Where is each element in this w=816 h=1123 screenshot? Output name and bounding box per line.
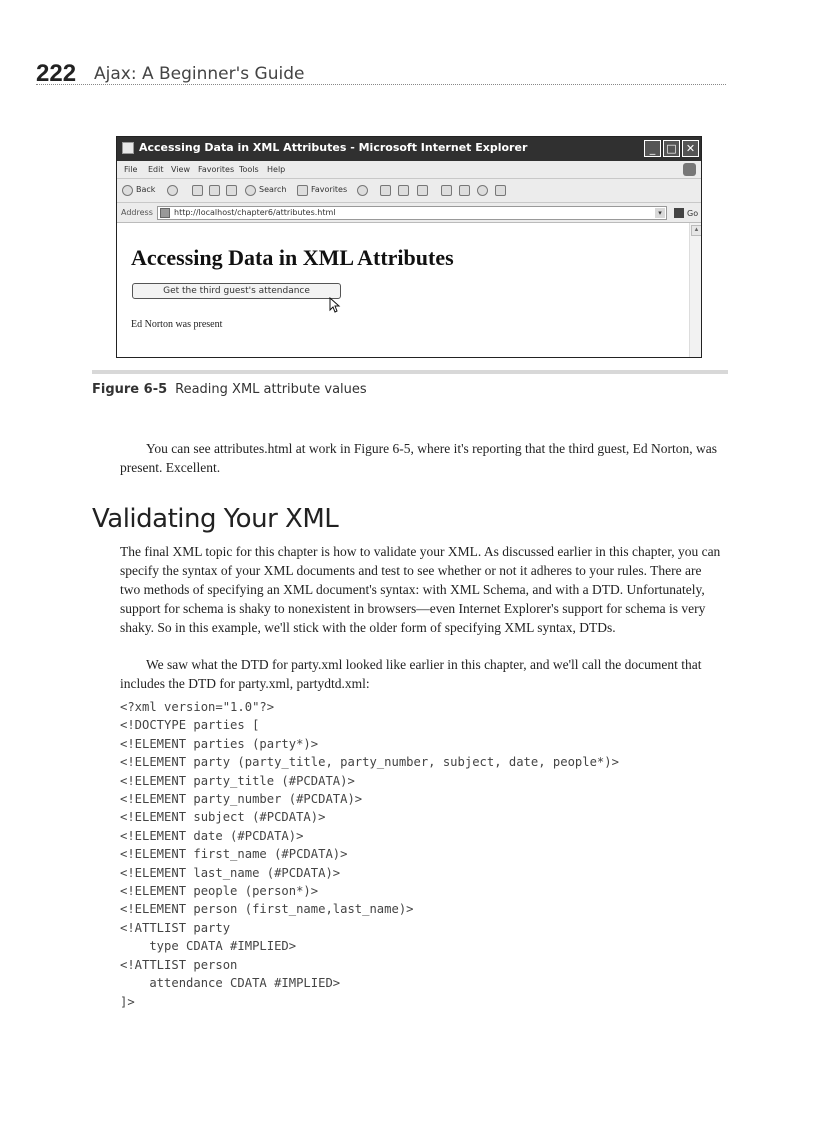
page-heading: Accessing Data in XML Attributes — [131, 245, 454, 270]
maximize-button[interactable]: □ — [663, 140, 680, 157]
menu-view[interactable]: View — [171, 165, 190, 174]
get-attendance-button[interactable]: Get the third guest's attendance — [132, 283, 341, 299]
address-label: Address — [121, 208, 153, 217]
menu-tools[interactable]: Tools — [239, 165, 259, 174]
result-text: Ed Norton was present — [131, 319, 223, 330]
back-arrow-icon[interactable] — [122, 185, 133, 196]
people-icon[interactable] — [495, 185, 506, 196]
back-button[interactable]: Back — [136, 185, 156, 194]
header-rule — [36, 84, 726, 85]
address-bar — [117, 203, 702, 223]
messenger-icon[interactable] — [477, 185, 488, 196]
address-input[interactable] — [157, 206, 667, 220]
search-button[interactable]: Search — [259, 185, 287, 194]
menu-file[interactable]: File — [124, 165, 138, 174]
refresh-icon[interactable] — [209, 185, 220, 196]
history-icon[interactable] — [357, 185, 368, 196]
edit-word-icon[interactable] — [417, 185, 428, 196]
minimize-button[interactable]: _ — [644, 140, 661, 157]
go-arrow-icon — [674, 208, 684, 218]
browser-titlebar — [117, 137, 702, 161]
ie-page-icon — [122, 142, 134, 154]
running-header — [36, 60, 726, 90]
home-icon[interactable] — [226, 185, 237, 196]
favorites-button[interactable]: Favorites — [311, 185, 348, 194]
page-content — [117, 223, 689, 358]
browser-window — [116, 136, 702, 358]
paragraph-validation: The final XML topic for this chapter is how to validate your XML. As discussed earlier in this chapter, you can specify the syntax of your XML documents and test to see whether or not it adheres to your rules. There are two methods of specifying an XML document's syntax: with XML Schema, and with a DTD. Unfortunately, support for schema is shaky to nonexistent in browsers—even Internet Explorer's support for schema is very shaky. So in this example, we'll stick with the older form of specifying XML syntax, DTDs. — [120, 544, 721, 635]
section-heading: Validating Your XML — [92, 504, 339, 534]
stop-icon[interactable] — [192, 185, 203, 196]
forward-arrow-icon[interactable] — [167, 185, 178, 196]
scroll-up-icon[interactable]: ▲ — [691, 225, 702, 236]
search-icon[interactable] — [245, 185, 256, 196]
paragraph-dtd: We saw what the DTD for party.xml looked like earlier in this chapter, and we'll call the document that includes the DTD for party.xml, partydtd.xml: — [120, 657, 702, 691]
discuss-icon[interactable] — [441, 185, 452, 196]
browser-title: Accessing Data in XML Attributes - Microsoft Internet Explorer — [139, 141, 528, 154]
windows-logo-icon — [683, 163, 696, 176]
menu-edit[interactable]: Edit — [148, 165, 164, 174]
chevron-down-icon[interactable]: ▾ — [655, 208, 665, 218]
browser-toolbar — [117, 179, 702, 203]
close-button[interactable]: ✕ — [682, 140, 699, 157]
vertical-scrollbar[interactable] — [689, 223, 702, 358]
go-label: Go — [687, 209, 699, 218]
print-icon[interactable] — [398, 185, 409, 196]
menu-help[interactable]: Help — [267, 165, 286, 174]
go-button[interactable] — [674, 208, 698, 218]
menu-favorites[interactable]: Favorites — [198, 165, 235, 174]
address-url[interactable]: http://localhost/chapter6/attributes.html — [174, 208, 336, 217]
page-favicon-icon — [160, 208, 170, 218]
favorites-star-icon[interactable] — [297, 185, 308, 196]
paragraph-intro: You can see attributes.html at work in Figure 6-5, where it's reporting that the third guest, Ed Norton, was present. Excellent. — [120, 441, 717, 475]
menu-bar — [117, 161, 702, 179]
mail-icon[interactable] — [380, 185, 391, 196]
book-title: Ajax: A Beginner's Guide — [94, 64, 305, 84]
figure-caption — [92, 382, 367, 397]
mouse-pointer-icon — [329, 297, 341, 313]
figure-label: Figure 6-5 — [92, 382, 168, 397]
figure-rule — [92, 370, 728, 374]
research-icon[interactable] — [459, 185, 470, 196]
figure-caption-text: Reading XML attribute values — [175, 382, 367, 397]
page-number: 222 — [36, 60, 77, 87]
code-listing: <?xml version="1.0"?> <!DOCTYPE parties [ <!ELEMENT parties (party*)> <!ELEMENT party (party_title, party_number, subject, date, people*)> <!ELEMENT party_title (#PCDATA)> <!ELEMENT party_number (#PCDATA)> <!ELEMENT subject (#PCDATA)> <!ELEMENT date (#PCDATA)> <!ELEMENT first_name (#PCDATA)> <!ELEMENT last_name (#PCDATA)> <!ELEMENT people (person*)> <!ELEMENT person (first_name,last_name)> <!ATTLIST party type CDATA #IMPLIED> <!ATTLIST person attendance CDATA #IMPLIED> ]> — [120, 700, 619, 1009]
